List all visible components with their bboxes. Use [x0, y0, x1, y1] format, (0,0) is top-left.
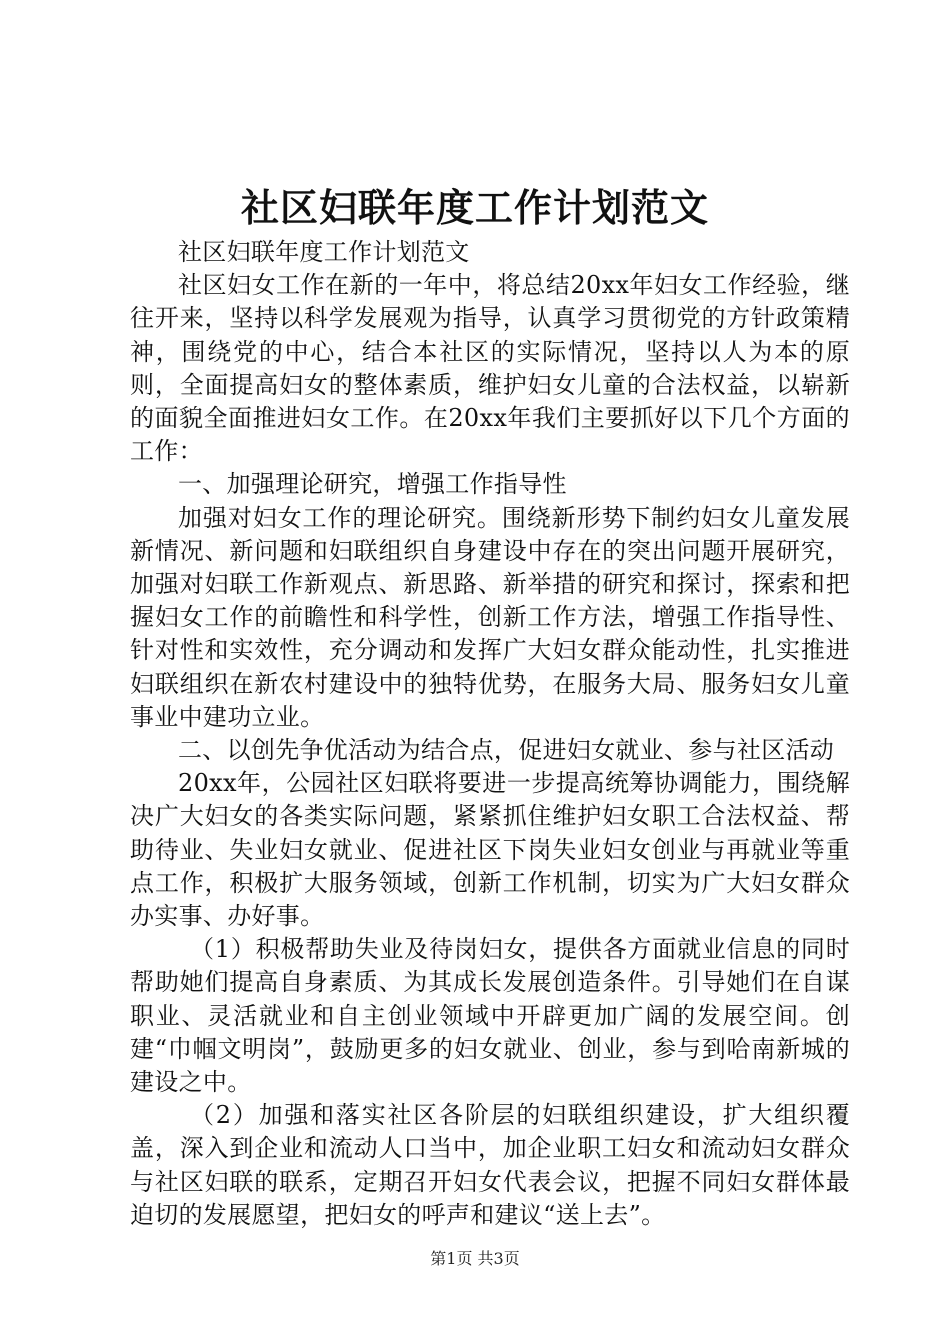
page-footer: 第1页 共3页	[430, 1249, 520, 1268]
paragraph-item-1: （1）积极帮助失业及待岗妇女，提供各方面就业信息的同时帮助她们提高自身素质、为其成长发展创造条件。引导她们在自谋职业、灵活就业和自主创业领域中开辟更加广阔的发展空间。创建“巾帼文明岗”，鼓励更多的妇女就业、创业，参与到哈南新城的建设之中。	[130, 935, 850, 1097]
paragraph-intro: 社区妇女工作在新的一年中，将总结20xx年妇女工作经验，继往开来，坚持以科学发展观为指导，认真学习贯彻党的方针政策精神，围绕党的中心，结合本社区的实际情况，坚持以人为本的原则，全面提高妇女的整体素质，维护妇女儿童的合法权益，以崭新的面貌全面推进妇女工作。在20xx年我们主要抓好以下几个方面的工作：	[130, 271, 850, 466]
paragraph-section-1: 加强对妇女工作的理论研究。围绕新形势下制约妇女儿童发展新情况、新问题和妇联组织自身建设中存在的突出问题开展研究，加强对妇联工作新观点、新思路、新举措的研究和探讨，探索和把握妇女工作的前瞻性和科学性，创新工作方法，增强工作指导性、针对性和实效性，充分调动和发挥广大妇女群众能动性，扎实推进妇联组织在新农村建设中的独特优势，在服务大局、服务妇女儿童事业中建功立业。	[130, 503, 850, 731]
paragraph-subtitle: 社区妇联年度工作计划范文	[178, 238, 470, 266]
section-heading-2: 二、以创先争优活动为结合点，促进妇女就业、参与社区活动	[178, 736, 835, 765]
document-body	[130, 236, 850, 1232]
paragraph-item-2: （2）加强和落实社区各阶层的妇联组织建设，扩大组织覆盖，深入到企业和流动人口当中，加企业职工妇女和流动妇女群众与社区妇联的联系，定期召开妇女代表会议，把握不同妇女群体最迫切的发展愿望，把妇女的呼声和建议“送上去”。	[130, 1101, 850, 1229]
paragraph-section-2: 20xx年，公园社区妇联将要进一步提高统筹协调能力，围绕解决广大妇女的各类实际问题，紧紧抓住维护妇女职工合法权益、帮助待业、失业妇女就业、促进社区下岗失业妇女创业与再就业等重点工作，积极扩大服务领域，创新工作机制，切实为广大妇女群众办实事、办好事。	[130, 769, 850, 931]
document-title: 社区妇联年度工作计划范文	[240, 185, 709, 230]
section-heading-1: 一、加强理论研究，增强工作指导性	[178, 470, 567, 499]
